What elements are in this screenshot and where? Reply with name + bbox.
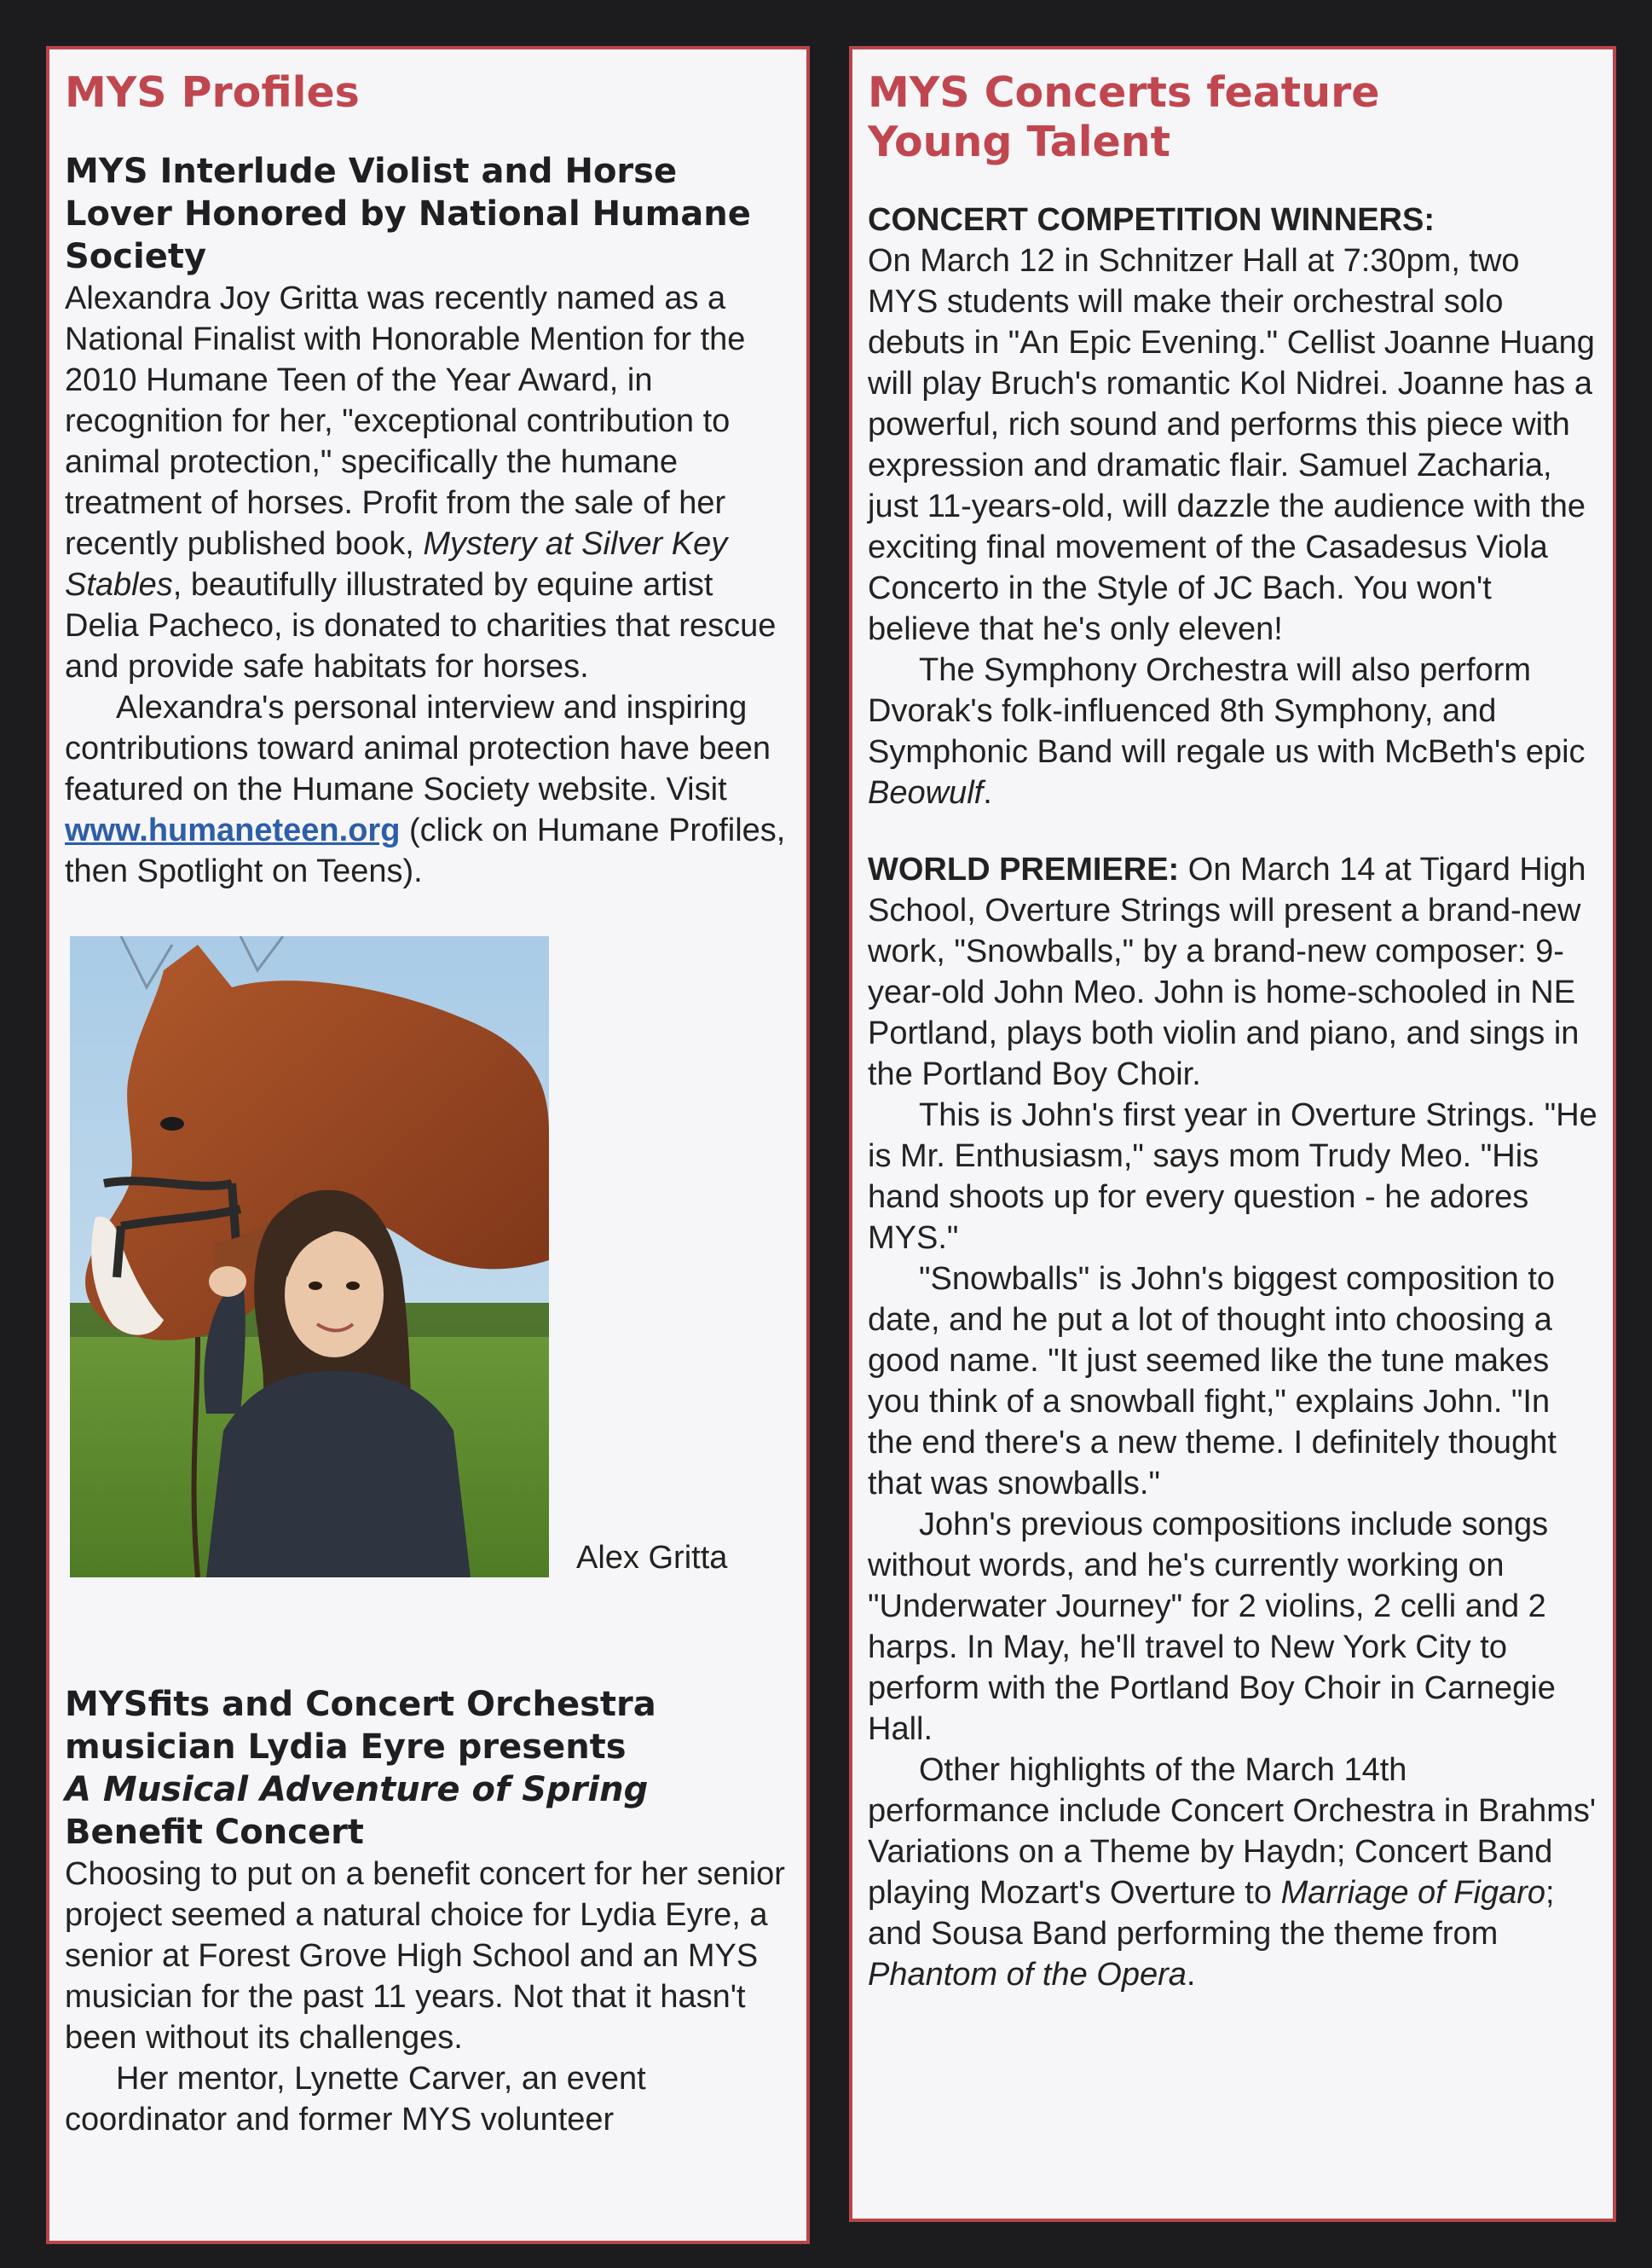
work-title: Phantom of the Opera bbox=[868, 1957, 1187, 1993]
text-run: . bbox=[1186, 1957, 1196, 1993]
world-premiere-paragraph-1 bbox=[868, 849, 1597, 1095]
world-premiere-section bbox=[868, 849, 1597, 1995]
humaneteen-link[interactable]: www.humaneteen.org bbox=[65, 813, 401, 848]
article-gritta-paragraph-1 bbox=[65, 278, 791, 687]
article-eyre-paragraph-2: Her mentor, Lynette Carver, an event coordinator and former MYS volunteer bbox=[65, 2061, 646, 2138]
concert-winners-heading: CONCERT COMPETITION WINNERS: bbox=[868, 202, 1435, 238]
world-premiere-heading: WORLD PREMIERE: bbox=[868, 852, 1180, 888]
text-run: , beautifully illustrated by equine artist Delia Pacheco, is donated to charities that rescue and provide safe habitats for horses. bbox=[65, 567, 777, 685]
horse-and-girl-photo bbox=[70, 936, 549, 1577]
world-premiere-paragraph-2: This is John's first year in Overture Strings. "He is Mr. Enthusiasm," says mom Trudy Meo. "His hand shoots up for every question - he adores MYS." bbox=[868, 1097, 1597, 1256]
spacer bbox=[65, 1584, 791, 1683]
concert-title: A Musical Adventure of Spring bbox=[65, 1770, 649, 1809]
left-column bbox=[46, 46, 810, 2244]
article-eyre-paragraph-1: Choosing to put on a benefit concert for her senior project seemed a natural choice for Lydia Eyre, a senior at Forest Grove High School and an MYS musician for the past 11 years. Not that it hasn't been without its challenges. bbox=[65, 1856, 785, 2056]
text-run: Alexandra's personal interview and inspiring contributions toward animal protection have been featured on the Humane Society website. Visit bbox=[65, 690, 771, 807]
right-column-title: MYS Concerts feature Young Talent bbox=[868, 68, 1380, 166]
world-premiere-paragraph-4: John's previous compositions include songs without words, and he's currently working on "Underwater Journey" for 2 violins, 2 celli and 2 harps. In May, he'll travel to New York City to perform with the Portland Boy Choir in Carnegie Hall. bbox=[868, 1507, 1556, 1747]
book-title: Mystery at Silver Key Stables bbox=[65, 526, 728, 603]
photo-caption: Alex Gritta bbox=[576, 1540, 728, 1576]
text-run: ; and Sousa Band performing the theme from bbox=[868, 1875, 1555, 1952]
concert-winners-paragraph-2 bbox=[868, 650, 1597, 813]
world-premiere-paragraph-5 bbox=[868, 1750, 1597, 1995]
article-gritta-headline: MYS Interlude Violist and Horse Lover Honored by National Humane Society bbox=[65, 152, 751, 276]
article-eyre-body bbox=[65, 1854, 791, 2140]
work-title: Marriage of Figaro bbox=[1280, 1875, 1546, 1911]
article-gritta-paragraph-2 bbox=[65, 687, 791, 892]
headline-text: MYSfits and Concert Orchestra musician Lydia Eyre presents bbox=[65, 1685, 656, 1767]
text-run: Other highlights of the March 14th performance include Concert Orchestra in Brahms' Variations on a Theme by Haydn; Concert Band playing Mozart's Overture to bbox=[868, 1752, 1597, 1911]
work-title: Beowulf bbox=[868, 775, 984, 811]
concert-winners-section bbox=[868, 200, 1597, 813]
concert-winners-paragraph-1: On March 12 in Schnitzer Hall at 7:30pm, two MYS students will make their orchestral solo debuts in "An Epic Evening." Cellist Joanne Huang will play Bruch's romantic Kol Nidrei. Joanne has a powerful, rich sound and performs this piece with expression and dramatic flair. Samuel Zacharia, just 11-years-old, will dazzle the audience with the exciting final movement of the Casadesus Viola Concerto in the Style of JC Bach. You won't believe that he's only eleven! bbox=[868, 243, 1595, 647]
text-run: . bbox=[983, 775, 992, 811]
article-eyre-headline bbox=[65, 1683, 791, 1854]
headline-text: Benefit Concert bbox=[65, 1813, 364, 1852]
text-run: The Symphony Orchestra will also perform Dvorak's folk-influenced 8th Symphony, and Symphonic Band will regale us with McBeth's epic bbox=[868, 652, 1586, 770]
article-eyre bbox=[65, 1683, 791, 2140]
text-run: (click on Humane Profiles, then Spotlight on Teens). bbox=[65, 813, 786, 889]
spacer bbox=[868, 813, 1597, 849]
left-column-title: MYS Profiles bbox=[65, 68, 360, 117]
world-premiere-paragraph-3: "Snowballs" is John's biggest composition to date, and he put a lot of thought into choosing a good name. "It just seemed like the tune makes you think of a snowball fight," explains John. "In the end there's a new theme. I definitely thought that was snowballs." bbox=[868, 1261, 1557, 1501]
article-gritta-body bbox=[65, 278, 791, 892]
right-column bbox=[849, 46, 1616, 2222]
article-gritta bbox=[65, 150, 791, 1584]
text-run: Alexandra Joy Gritta was recently named as a National Finalist with Honorable Mention for the 2010 Humane Teen of the Year Award, in recognition for her, "exceptional contribution to animal protection," specifically the humane treatment of horses. Profit from the sale of her recently published book, bbox=[65, 281, 746, 562]
photo-block bbox=[65, 936, 791, 1584]
photo-illustration bbox=[70, 936, 549, 1577]
text-run: On March 14 at Tigard High School, Overture Strings will present a brand-new work, "Snowballs," by a brand-new composer: 9-year-old John Meo. John is home-schooled in NE Portland, plays both violin and piano, and sings in the Portland Boy Choir. bbox=[868, 852, 1586, 1092]
